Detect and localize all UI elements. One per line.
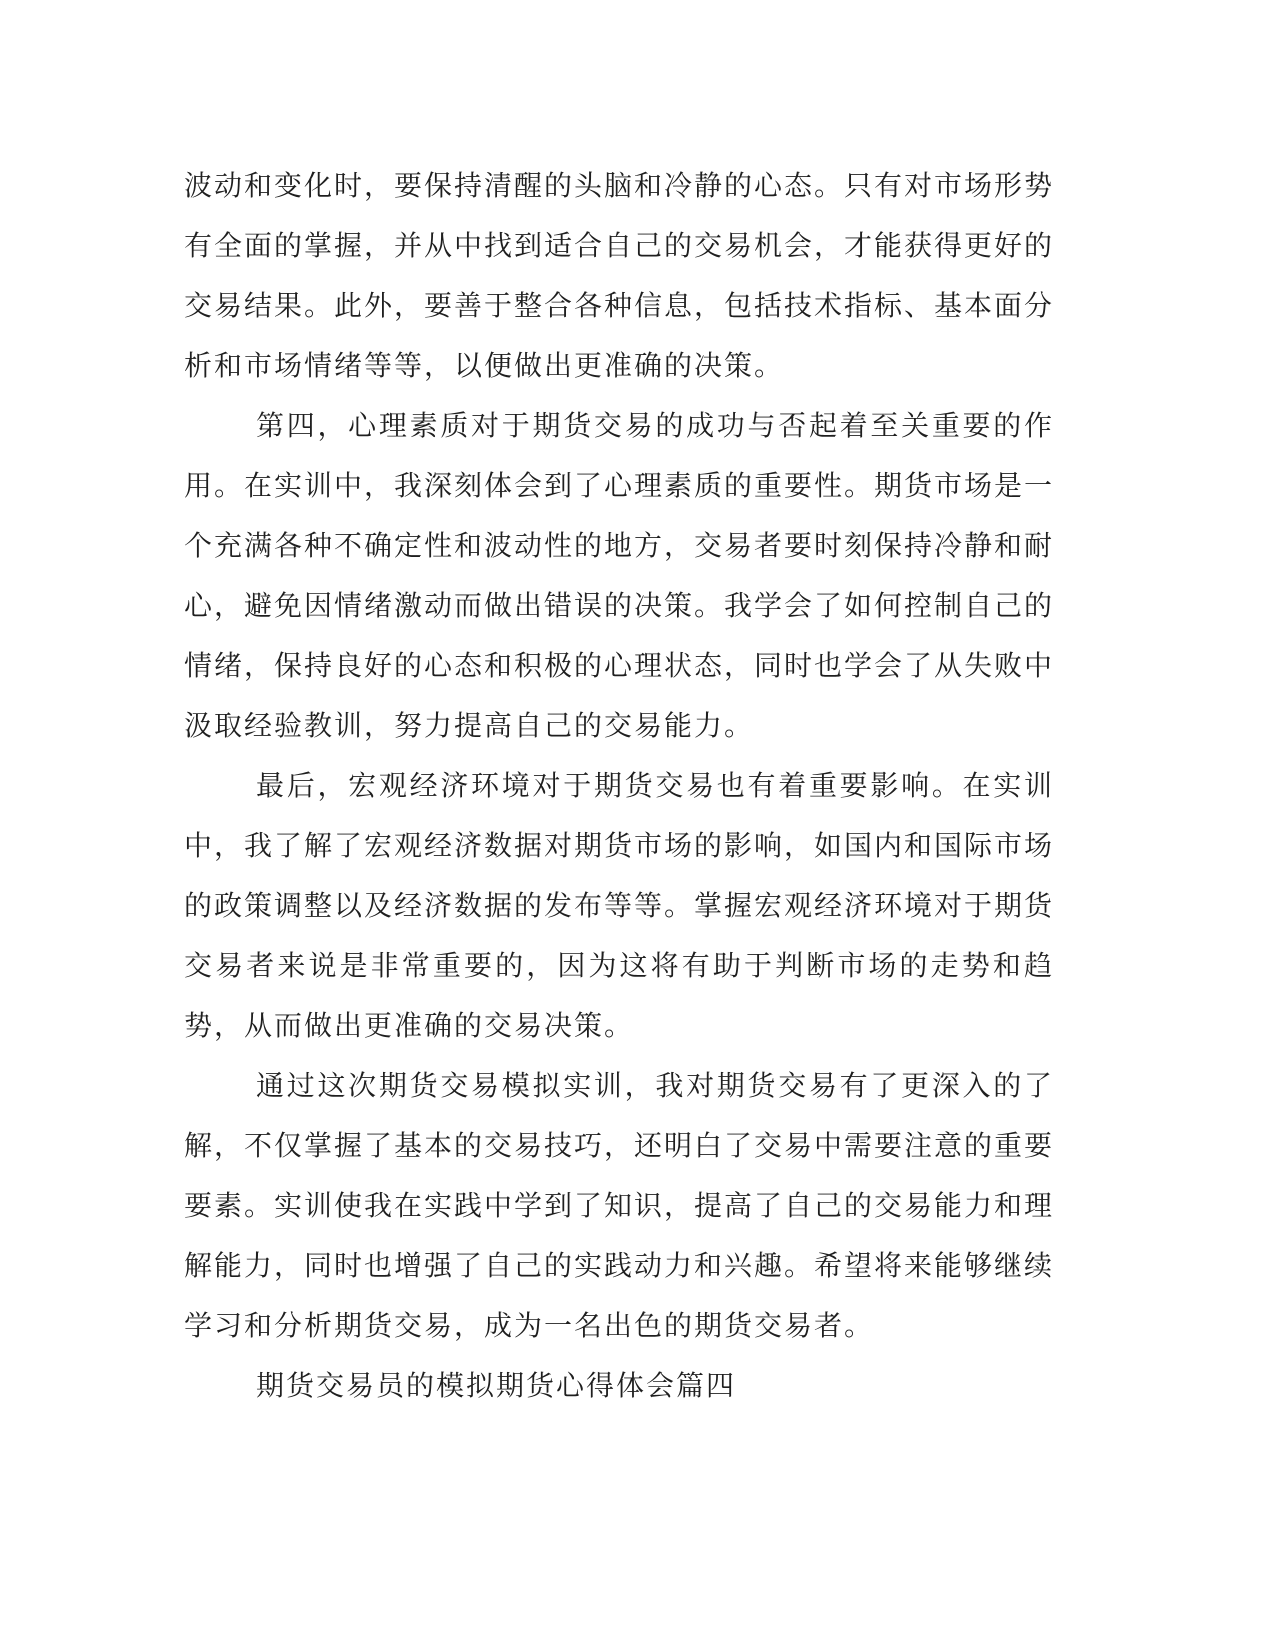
section-heading: 期货交易员的模拟期货心得体会篇四: [256, 1369, 737, 1402]
paragraph-psychology: 第四，心理素质对于期货交易的成功与否起着至关重要的作用。在实训中，我深刻体会到了心理素质的重要性。期货市场是一个充满各种不确定性和波动性的地方，交易者要时刻保持冷静和耐心，避免因情绪激动而做出错误的决策。我学会了如何控制自己的情绪，保持良好的心态和积极的心理状态，同时也学会了从失败中汲取经验教训，努力提高自己的交易能力。: [184, 409, 1055, 742]
paragraph-continuation: 波动和变化时，要保持清醒的头脑和冷静的心态。只有对市场形势有全面的掌握，并从中找到适合自己的交易机会，才能获得更好的交易结果。此外，要善于整合各种信息，包括技术指标、基本面分析和市场情绪等等，以便做出更准确的决策。: [184, 169, 1055, 382]
document-body: [184, 156, 1054, 1416]
paragraph-macro-economy: 最后，宏观经济环境对于期货交易也有着重要影响。在实训中，我了解了宏观经济数据对期货市场的影响，如国内和国际市场的政策调整以及经济数据的发布等等。掌握宏观经济环境对于期货交易者来说是非常重要的，因为这将有助于判断市场的走势和趋势，从而做出更准确的交易决策。: [184, 769, 1055, 1042]
paragraph-conclusion: 通过这次期货交易模拟实训，我对期货交易有了更深入的了解，不仅掌握了基本的交易技巧，还明白了交易中需要注意的重要要素。实训使我在实践中学到了知识，提高了自己的交易能力和理解能力，同时也增强了自己的实践动力和兴趣。希望将来能够继续学习和分析期货交易，成为一名出色的期货交易者。: [184, 1069, 1055, 1342]
